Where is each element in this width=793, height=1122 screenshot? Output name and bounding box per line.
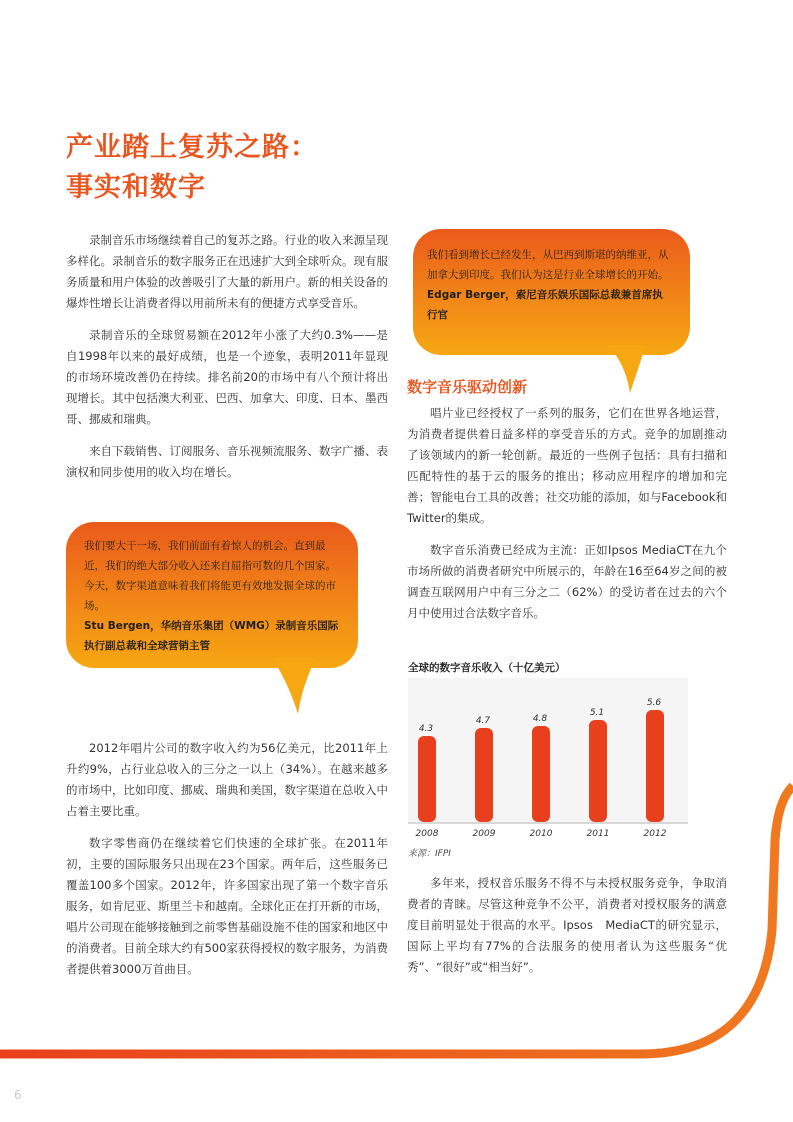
data-label: 4.7 — [475, 716, 491, 726]
chart-bar — [475, 728, 493, 822]
digital-revenue-bar-chart — [400, 678, 700, 843]
section-heading: 数字音乐驱动创新 — [407, 378, 528, 396]
paragraph: 唱片业已经授权了一系列的服务，它们在世界各地运营，为消费者提供着日益多样的享受音乐的方式。竞争的加剧推动了该领域内的新一轮创新。最近的一些例子包括：具有扫描和匹配特性的基于云的服务的推出；移动应用程序的增加和完善；智能电台工具的改善；社交功能的添加，如与Facebook和Twitter的集成。 — [407, 406, 727, 525]
title-line-2: 事实和数字 — [66, 172, 206, 203]
x-tick-label: 2011 — [586, 829, 610, 839]
data-label: 5.1 — [589, 708, 605, 718]
chart-bar — [532, 726, 550, 822]
quote-attribution: Edgar Berger，索尼音乐娱乐国际总裁兼首席执行官 — [427, 289, 663, 321]
paragraph: 来自下载销售、订阅服务、音乐视频流服务、数字广播、表演权和同步使用的收入均在增长。 — [66, 444, 388, 479]
quote-bubble-left — [66, 522, 358, 668]
chart-source: 来源：IFPI — [408, 849, 451, 859]
x-tick-label: 2010 — [529, 829, 553, 839]
paragraph: 录制音乐市场继续着自己的复苏之路。行业的收入来源呈现多样化。录制音乐的数字服务正在迅速扩大到全球听众。现有服务质量和用户体验的改善吸引了大量的新用户。新的相关设备的爆炸性增长让消费者得以用前所未有的便捷方式享受音乐。 — [66, 233, 388, 310]
page-number: 6 — [14, 1088, 22, 1102]
bubble-tail — [268, 658, 328, 718]
paragraph: 2012年唱片公司的数字收入约为56亿美元，比2011年上升约9%，占行业总收入的三分之一以上（34%）。在越来越多的市场中，比如印度、挪威、瑞典和美国，数字渠道在总收入中占着主要比重。 — [66, 741, 388, 818]
left-column-top — [66, 230, 388, 494]
left-column-bottom — [66, 738, 388, 991]
chart-bar — [589, 720, 607, 822]
data-label: 4.8 — [532, 714, 548, 724]
paragraph: 数字音乐消费已经成为主流：正如Ipsos MediaCT在九个市场所做的消费者研究中所展示的，年龄在16至64岁之间的被调查互联网用户中有三分之二（62%）的受访者在过去的六个月中使用过合法数字音乐。 — [407, 543, 727, 620]
x-tick-label: 2012 — [643, 829, 667, 839]
data-label: 5.6 — [646, 698, 662, 708]
right-column-bottom — [407, 873, 727, 989]
paragraph: 数字零售商仍在继续着它们快速的全球扩张。在2011年初，主要的国际服务只出现在23个国家。两年后，这些服务已覆盖100多个国家。2012年，许多国家出现了第一个数字音乐服务，如肯尼亚、斯里兰卡和越南。全球化正在打开新的市场，唱片公司现在能够接触到之前零售基础设施不佳的国家和地区中的消费者。目前全球大约有500家获得授权的数字服务，为消费者提供着3000万首曲目。 — [66, 836, 388, 976]
bubble-tail — [600, 345, 660, 395]
quote-attribution: Stu Bergen，华纳音乐集团（WMG）录制音乐国际执行副总裁和全球营销主管 — [84, 620, 339, 652]
x-tick-label: 2009 — [472, 829, 496, 839]
chart-bar — [418, 736, 436, 822]
paragraph: 多年来，授权音乐服务不得不与未授权服务竞争，争取消费者的青睐。尽管这种竞争不公平，消费者对授权服务的满意度目前明显处于很高的水平。Ipsos MediaCT的研究显示，国际上平均有77%的合法服务的使用者认为这些服务“优秀”、“很好”或“相当好”。 — [407, 876, 727, 974]
chart-bar — [646, 710, 664, 822]
quote-text: 我们要大干一场，我们前面有着惊人的机会。直到最近，我们的绝大部分收入还来自屈指可数的几个国家。今天，数字渠道意味着我们将能更有效地发掘全球的市场。 — [84, 540, 336, 612]
x-tick-label: 2008 — [415, 829, 439, 839]
chart-title: 全球的数字音乐收入（十亿美元） — [408, 662, 566, 674]
data-label: 4.3 — [418, 724, 434, 734]
right-column-middle — [407, 403, 727, 635]
quote-text: 我们看到增长已经发生，从巴西到斯堪的纳维亚，从加拿大到印度。我们认为这是行业全球增长的开始。 — [427, 249, 669, 281]
quote-bubble-right — [413, 229, 690, 355]
page-title — [66, 128, 318, 208]
paragraph: 录制音乐的全球贸易额在2012年小涨了大约0.3%——是自1998年以来的最好成绩，也是一个迹象，表明2011年显现的市场环境改善仍在持续。排名前20的市场中有八个预计将出现增长。其中包括澳大利亚、巴西、加拿大、印度、日本、墨西哥、挪威和瑞典。 — [66, 328, 388, 426]
title-line-1: 产业踏上复苏之路： — [66, 132, 318, 163]
